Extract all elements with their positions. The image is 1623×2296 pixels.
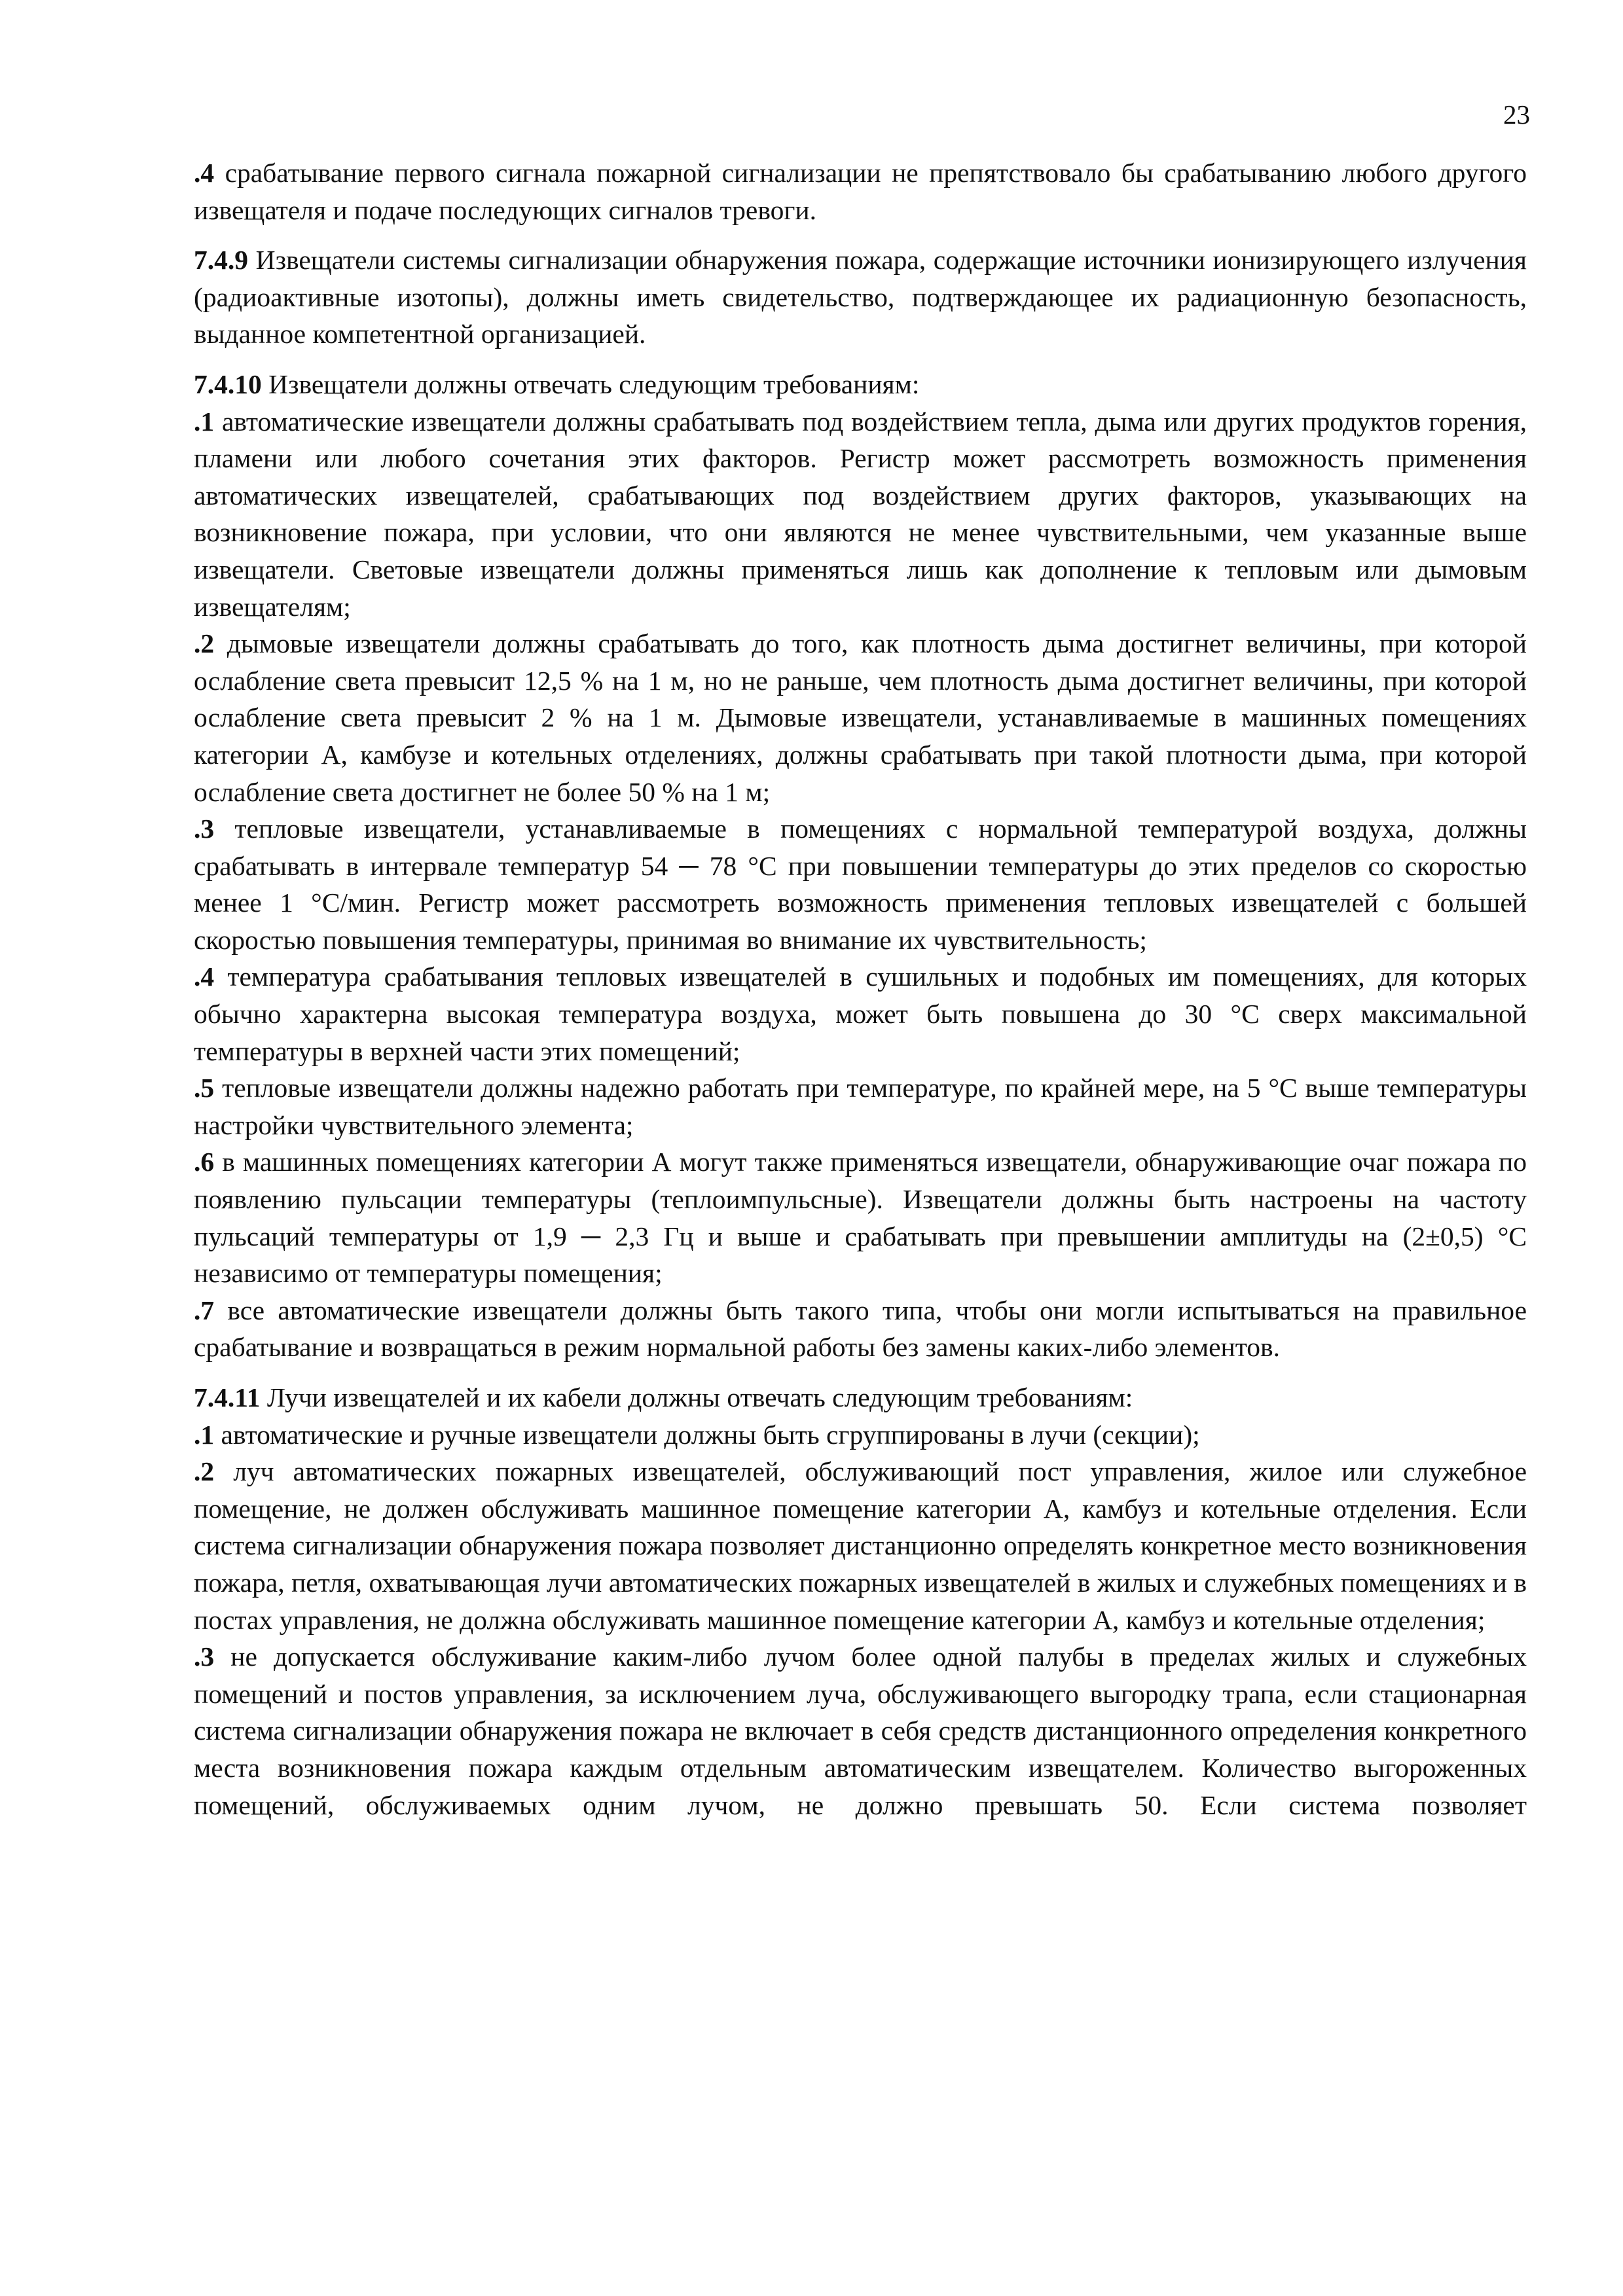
item-text: срабатывание первого сигнала пожарной сигнализации не препятствовало бы срабатыванию любого другого извещателя и подаче последующих сигналов тревоги. bbox=[194, 158, 1527, 225]
item-text: луч автоматических пожарных извещателей, обслуживающий пост управления, жилое или служебное помещение, не должен обслуживать машинное помещение категории А, камбуз и котельные отделения. Если система сигнализации обнаружения пожара позволяет дистанционно определять конкретное место возникновения пожара, петля, охватывающая лучи автоматических пожарных извещателей в жилых и служебных помещениях и в постах управления, не должна обслуживать машинное помещение категории А, камбуз и котельные отделения; bbox=[194, 1456, 1527, 1635]
item-marker: .2 bbox=[194, 628, 215, 659]
item-4-b7 bbox=[194, 958, 1527, 1069]
item-marker: .3 bbox=[194, 814, 215, 844]
item-marker: .1 bbox=[194, 406, 215, 437]
item-marker: .4 bbox=[194, 158, 215, 188]
item-text: в машинных помещениях категории А могут также применяться извещатели, обнаруживающие очаг пожара по появлению пульсации температуры (теплоимпульсные). Извещатели должны быть настроены на частоту пульсаций температуры от 1,9 ─ 2,3 Гц и выше и срабатывать при превышении амплитуды на (2±0,5) °С независимо от температуры помещения; bbox=[194, 1147, 1527, 1289]
item-marker: .5 bbox=[194, 1073, 215, 1103]
section-number: 7.4.9 bbox=[194, 245, 248, 276]
section-7-4-11 bbox=[194, 1379, 1527, 1416]
item-text: автоматические извещатели должны срабатывать под воздействием тепла, дыма или других продуктов горения, пламени или любого сочетания этих факторов. Регистр может рассмотреть возможность применения автоматических извещателей, срабатывающих под воздействием других факторов, указывающих на возникновение пожара, при условии, что они являются не менее чувствительными, чем указанные выше извещатели. Световые извещатели должны применяться лишь как дополнение к тепловым или дымовым извещателям; bbox=[194, 406, 1527, 622]
item-1-b4 bbox=[194, 403, 1527, 626]
section-text: Извещатели должны отвечать следующим требованиям: bbox=[261, 368, 920, 399]
item-1-b12 bbox=[194, 1416, 1527, 1454]
item-text: температура срабатывания тепловых извещателей в сушильных и подобных им помещениях, для которых обычно характерна высокая температура воздуха, может быть повышена до 30 °С сверх максимальной температуры в верхней части этих помещений; bbox=[194, 961, 1527, 1066]
item-6-b9 bbox=[194, 1143, 1527, 1291]
item-3-b14 bbox=[194, 1638, 1527, 1823]
item-text: все автоматические извещатели должны быть такого типа, чтобы они могли испытываться на правильное срабатывание и возвращаться в режим нормальной работы без замены каких-либо элементов. bbox=[194, 1295, 1527, 1363]
item-marker: .1 bbox=[194, 1419, 215, 1450]
item-text: дымовые извещатели должны срабатывать до того, как плотность дыма достигнет величины, при которой ослабление света превысит 12,5 % на 1 м, но не раньше, чем плотность дыма достигнет величины, при которой ослабление света превысит 2 % на 1 м. Дымовые извещатели, устанавливаемые в машинных помещениях категории А, камбузе и котельных отделениях, должны срабатывать при такой плотности дыма, при которой ослабление света достигнет не более 50 % на 1 м; bbox=[194, 628, 1527, 807]
item-2-b5 bbox=[194, 625, 1527, 810]
item-5-b8 bbox=[194, 1069, 1527, 1143]
item-3-b6 bbox=[194, 810, 1527, 958]
section-number: 7.4.10 bbox=[194, 368, 262, 399]
item-marker: .3 bbox=[194, 1641, 215, 1672]
item-text: тепловые извещатели, устанавливаемые в помещениях с нормальной температурой воздуха, должны срабатывать в интервале температур 54 ─ 78 °С при повышении температуры до этих пределов со скоростью менее 1 °С/мин. Регистр может рассмотреть возможность применения тепловых извещателей с большей скоростью повышения температуры, принимая во внимание их чувствительность; bbox=[194, 814, 1527, 955]
item-marker: .6 bbox=[194, 1147, 215, 1177]
section-7-4-10 bbox=[194, 366, 1527, 403]
item-marker: .4 bbox=[194, 961, 215, 992]
item-text: тепловые извещатели должны надежно работать при температуре, по крайней мере, на 5 °С выше температуры настройки чувствительного элемента; bbox=[194, 1073, 1527, 1140]
item-marker: .7 bbox=[194, 1295, 215, 1325]
item-text: не допускается обслуживание каким-либо лучом более одной палубы в пределах жилых и служебных помещений и постов управления, за исключением луча, обслуживающего выгородку трапа, если стационарная система сигнализации обнаружения пожара не включает в себя средств дистанционного определения конкретного места возникновения пожара каждым отдельным автоматическим извещателем. Количество выгороженных помещений, обслуживаемых одним лучом, не должно превышать 50. Если система позволяет bbox=[194, 1641, 1527, 1820]
item-2-b13 bbox=[194, 1453, 1527, 1638]
page-number: 23 bbox=[1503, 99, 1530, 130]
item-text: автоматические и ручные извещатели должны быть сгруппированы в лучи (секции); bbox=[214, 1419, 1200, 1450]
item-4-b1 bbox=[194, 154, 1527, 228]
section-number: 7.4.11 bbox=[194, 1382, 261, 1412]
section-7-4-9 bbox=[194, 242, 1527, 353]
item-7-b10 bbox=[194, 1292, 1527, 1366]
document-body bbox=[194, 154, 1527, 1823]
item-marker: .2 bbox=[194, 1456, 215, 1487]
section-text: Лучи извещателей и их кабели должны отвечать следующим требованиям: bbox=[260, 1382, 1133, 1412]
section-text: Извещатели системы сигнализации обнаружения пожара, содержащие источники ионизирующего излучения (радиоактивные изотопы), должны иметь свидетельство, подтверждающее их радиационную безопасность, выданное компетентной организацией. bbox=[194, 245, 1527, 350]
